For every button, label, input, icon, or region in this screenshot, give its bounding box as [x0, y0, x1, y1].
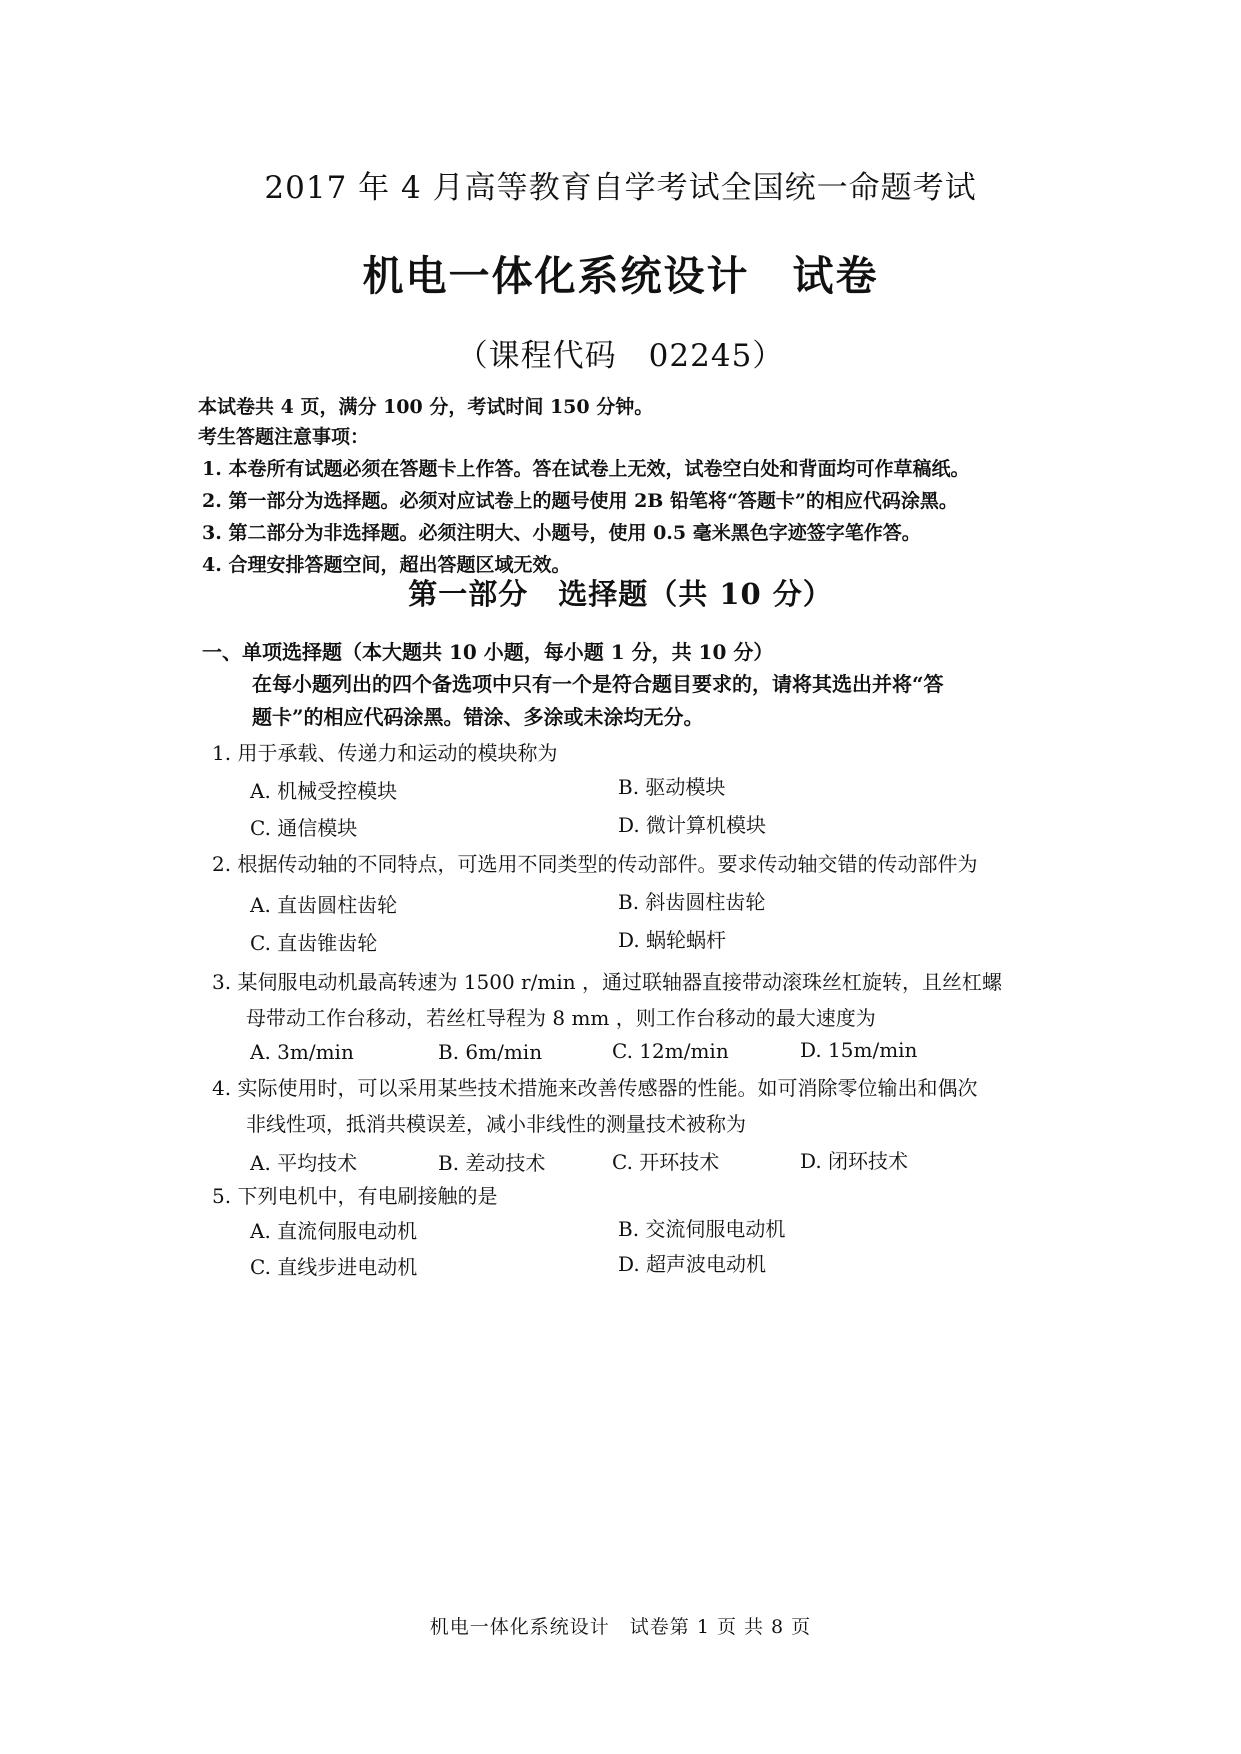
option-c: C. 通信模块: [250, 816, 358, 840]
question-stem: 4. 实际使用时，可以采用某些技术措施来改善传感器的性能。如可消除零位输出和偶次: [212, 1076, 978, 1100]
option-d: D. 微计算机模块: [618, 813, 767, 837]
note-item: 2. 第一部分为选择题。必须对应试卷上的题号使用 2B 铅笔将“答题卡”的相应代码涂黑。: [202, 490, 958, 512]
option-d: D. 超声波电动机: [618, 1252, 767, 1276]
option-b: B. 驱动模块: [618, 775, 726, 799]
instruction-line: 题卡”的相应代码涂黑。错涂、多涂或未涂均无分。: [252, 705, 704, 729]
option-c: C. 开环技术: [612, 1150, 720, 1174]
option-b: B. 6m/min: [438, 1040, 543, 1064]
option-d: D. 闭环技术: [800, 1149, 909, 1173]
option-a: A. 直流伺服电动机: [250, 1219, 418, 1243]
option-c: C. 12m/min: [612, 1039, 729, 1063]
question-stem: 1. 用于承载、传递力和运动的模块称为: [212, 741, 558, 765]
exam-info-line: 本试卷共 4 页，满分 100 分，考试时间 150 分钟。: [198, 396, 654, 418]
note-item: 1. 本卷所有试题必须在答题卡上作答。答在试卷上无效，试卷空白处和背面均可作草稿纸。: [202, 458, 970, 480]
notes-heading: 考生答题注意事项：: [198, 426, 370, 448]
exam-title: 2017 年 4 月高等教育自学考试全国统一命题考试: [264, 170, 977, 206]
page-footer: 机电一体化系统设计 试卷第 1 页 共 8 页: [429, 1616, 812, 1638]
option-a: A. 机械受控模块: [250, 779, 398, 803]
paper-title: 机电一体化系统设计 试卷: [362, 252, 879, 300]
option-a: A. 平均技术: [250, 1151, 358, 1175]
option-c: C. 直线步进电动机: [250, 1255, 418, 1279]
question-stem-continued: 非线性项，抵消共模误差，减小非线性的测量技术被称为: [246, 1112, 746, 1136]
option-b: B. 差动技术: [438, 1151, 546, 1175]
option-c: C. 直齿锥齿轮: [250, 931, 378, 955]
course-code: （课程代码 02245）: [456, 338, 785, 374]
instruction-line: 在每小题列出的四个备选项中只有一个是符合题目要求的，请将其选出并将“答: [252, 672, 944, 696]
question-stem: 5. 下列电机中，有电刷接触的是: [212, 1184, 498, 1208]
note-item: 3. 第二部分为非选择题。必须注明大、小题号，使用 0.5 毫米黑色字迹签字笔作答。: [202, 522, 921, 544]
question-stem-continued: 母带动工作台移动，若丝杠导程为 8 mm ，则工作台移动的最大速度为: [246, 1006, 876, 1030]
option-b: B. 斜齿圆柱齿轮: [618, 890, 766, 914]
question-type-heading: 一、单项选择题（本大题共 10 小题，每小题 1 分，共 10 分）: [202, 640, 774, 664]
note-item: 4. 合理安排答题空间，超出答题区域无效。: [202, 554, 571, 576]
option-a: A. 3m/min: [250, 1040, 354, 1064]
option-d: D. 蜗轮蜗杆: [618, 928, 727, 952]
option-a: A. 直齿圆柱齿轮: [250, 893, 398, 917]
section-title: 第一部分 选择题（共 10 分）: [408, 577, 833, 611]
option-b: B. 交流伺服电动机: [618, 1217, 786, 1241]
question-stem: 2. 根据传动轴的不同特点，可选用不同类型的传动部件。要求传动轴交错的传动部件为: [212, 852, 978, 876]
question-stem: 3. 某伺服电动机最高转速为 1500 r/min ，通过联轴器直接带动滚珠丝杠旋转，且丝杠螺: [212, 970, 1002, 994]
option-d: D. 15m/min: [800, 1038, 918, 1062]
